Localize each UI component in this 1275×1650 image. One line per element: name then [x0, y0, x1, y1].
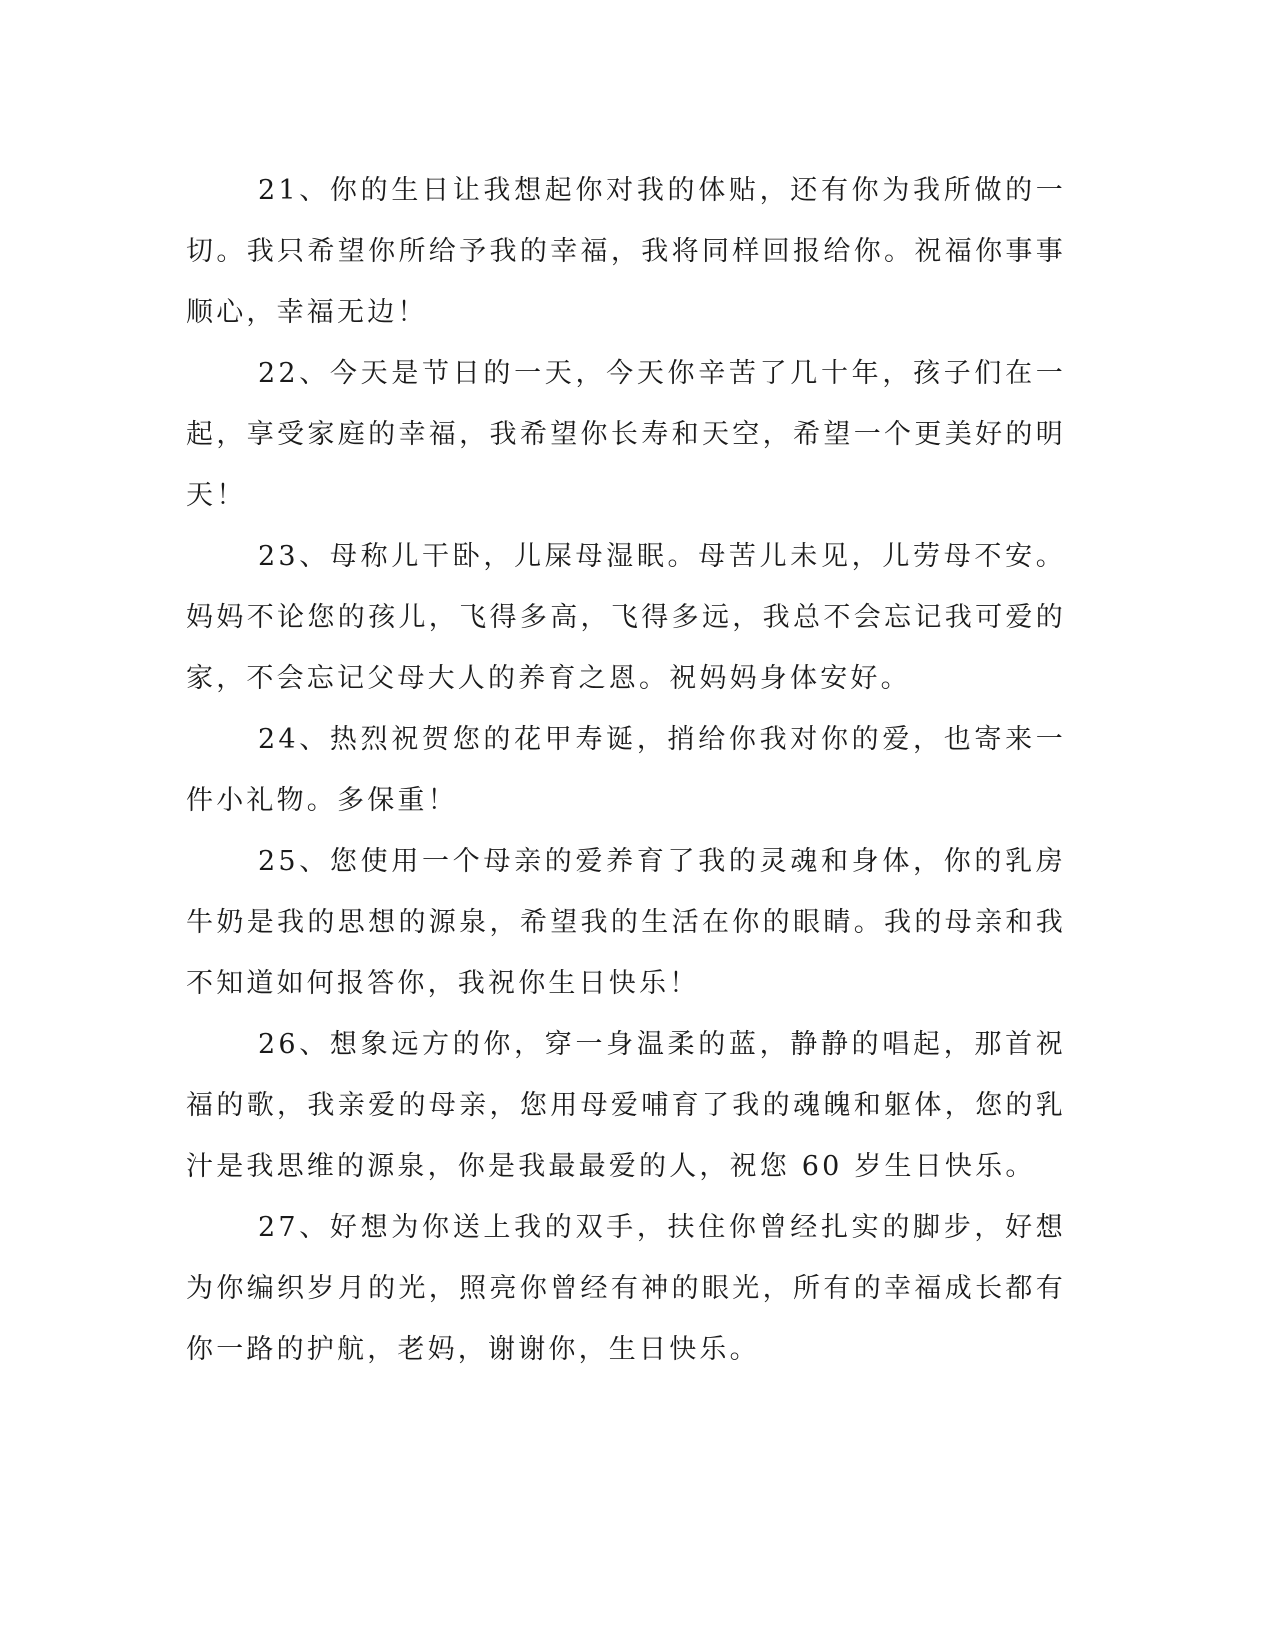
document-body [186, 160, 1066, 1380]
paragraph-23: 23、母称儿干卧，儿屎母湿眠。母苦儿未见，儿劳母不安。妈妈不论您的孩儿，飞得多高，飞得多远，我总不会忘记我可爱的家，不会忘记父母大人的养育之恩。祝妈妈身体安好。 [186, 541, 1066, 694]
paragraph-21: 21、你的生日让我想起你对我的体贴，还有你为我所做的一切。我只希望你所给予我的幸福，我将同样回报给你。祝福你事事顺心，幸福无边！ [186, 175, 1066, 328]
paragraph-22: 22、今天是节日的一天，今天你辛苦了几十年，孩子们在一起，享受家庭的幸福，我希望你长寿和天空，希望一个更美好的明天！ [186, 358, 1066, 511]
paragraph-26: 26、想象远方的你，穿一身温柔的蓝，静静的唱起，那首祝福的歌，我亲爱的母亲，您用母爱哺育了我的魂魄和躯体，您的乳汁是我思维的源泉，你是我最最爱的人，祝您 60 岁生日快乐。 [186, 1029, 1066, 1182]
paragraph-24: 24、热烈祝贺您的花甲寿诞，捎给你我对你的爱，也寄来一件小礼物。多保重！ [186, 724, 1066, 816]
paragraph-27: 27、好想为你送上我的双手，扶住你曾经扎实的脚步，好想为你编织岁月的光，照亮你曾经有神的眼光，所有的幸福成长都有你一路的护航，老妈，谢谢你，生日快乐。 [186, 1212, 1066, 1365]
paragraph-25: 25、您使用一个母亲的爱养育了我的灵魂和身体，你的乳房牛奶是我的思想的源泉，希望我的生活在你的眼睛。我的母亲和我不知道如何报答你，我祝你生日快乐！ [186, 846, 1066, 999]
